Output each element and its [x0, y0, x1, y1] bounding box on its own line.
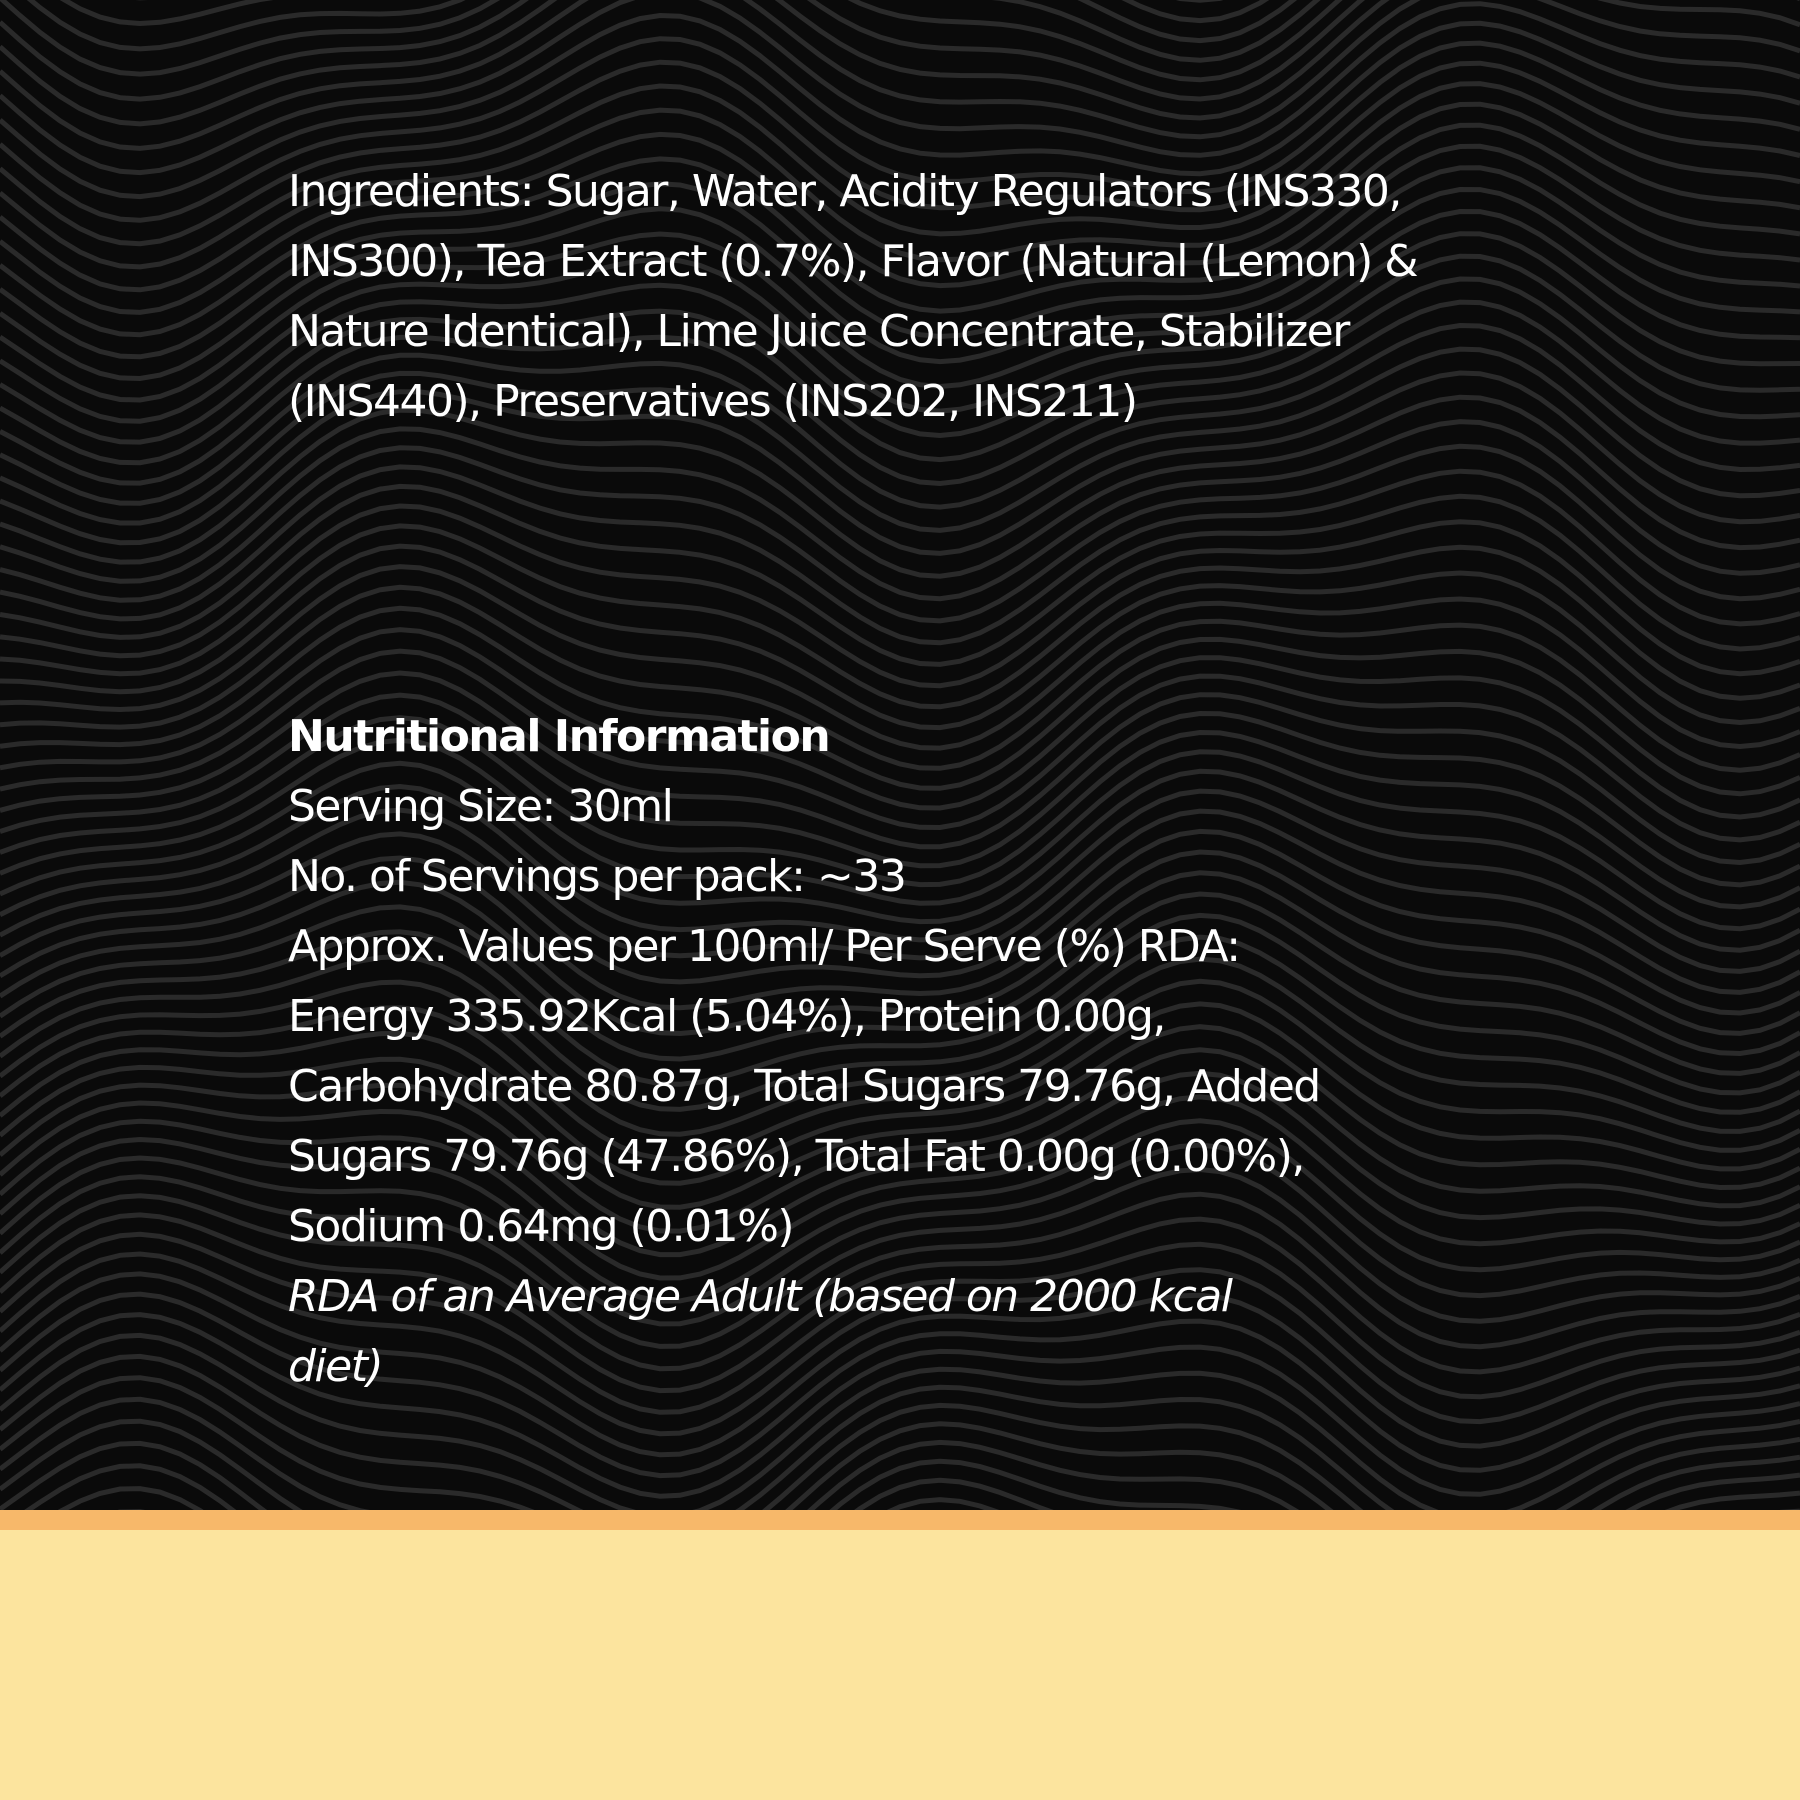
bottom-color-band	[0, 1530, 1800, 1800]
values-header: Approx. Values per 100ml/ Per Serve (%) RDA:	[288, 921, 1240, 972]
nutrition-title: Nutritional Information	[288, 711, 830, 762]
accent-stripe	[0, 1510, 1800, 1530]
rda-note: RDA of an Average Adult (based on 2000 kcal diet)	[288, 1271, 1232, 1392]
wave-line	[0, 0, 1800, 60]
ingredients-section	[288, 157, 1488, 437]
serving-size: Serving Size: 30ml	[288, 781, 673, 832]
nutrition-section	[288, 702, 1328, 1402]
ingredients-text: Ingredients: Sugar, Water, Acidity Regulators (INS330, INS300), Tea Extract (0.7%), Flavor (Natural (Lemon) & Nature Identical), Lime Juice Concentrate, Stabilizer (INS440), Preservatives (INS202, INS211)	[288, 166, 1418, 427]
servings-per-pack: No. of Servings per pack: ~33	[288, 851, 906, 902]
nutrition-values: Energy 335.92Kcal (5.04%), Protein 0.00g, Carbohydrate 80.87g, Total Sugars 79.76g, Added Sugars 79.76g (47.86%), Total Fat 0.00g (0.00%), Sodium 0.64mg (0.01%)	[288, 991, 1320, 1252]
